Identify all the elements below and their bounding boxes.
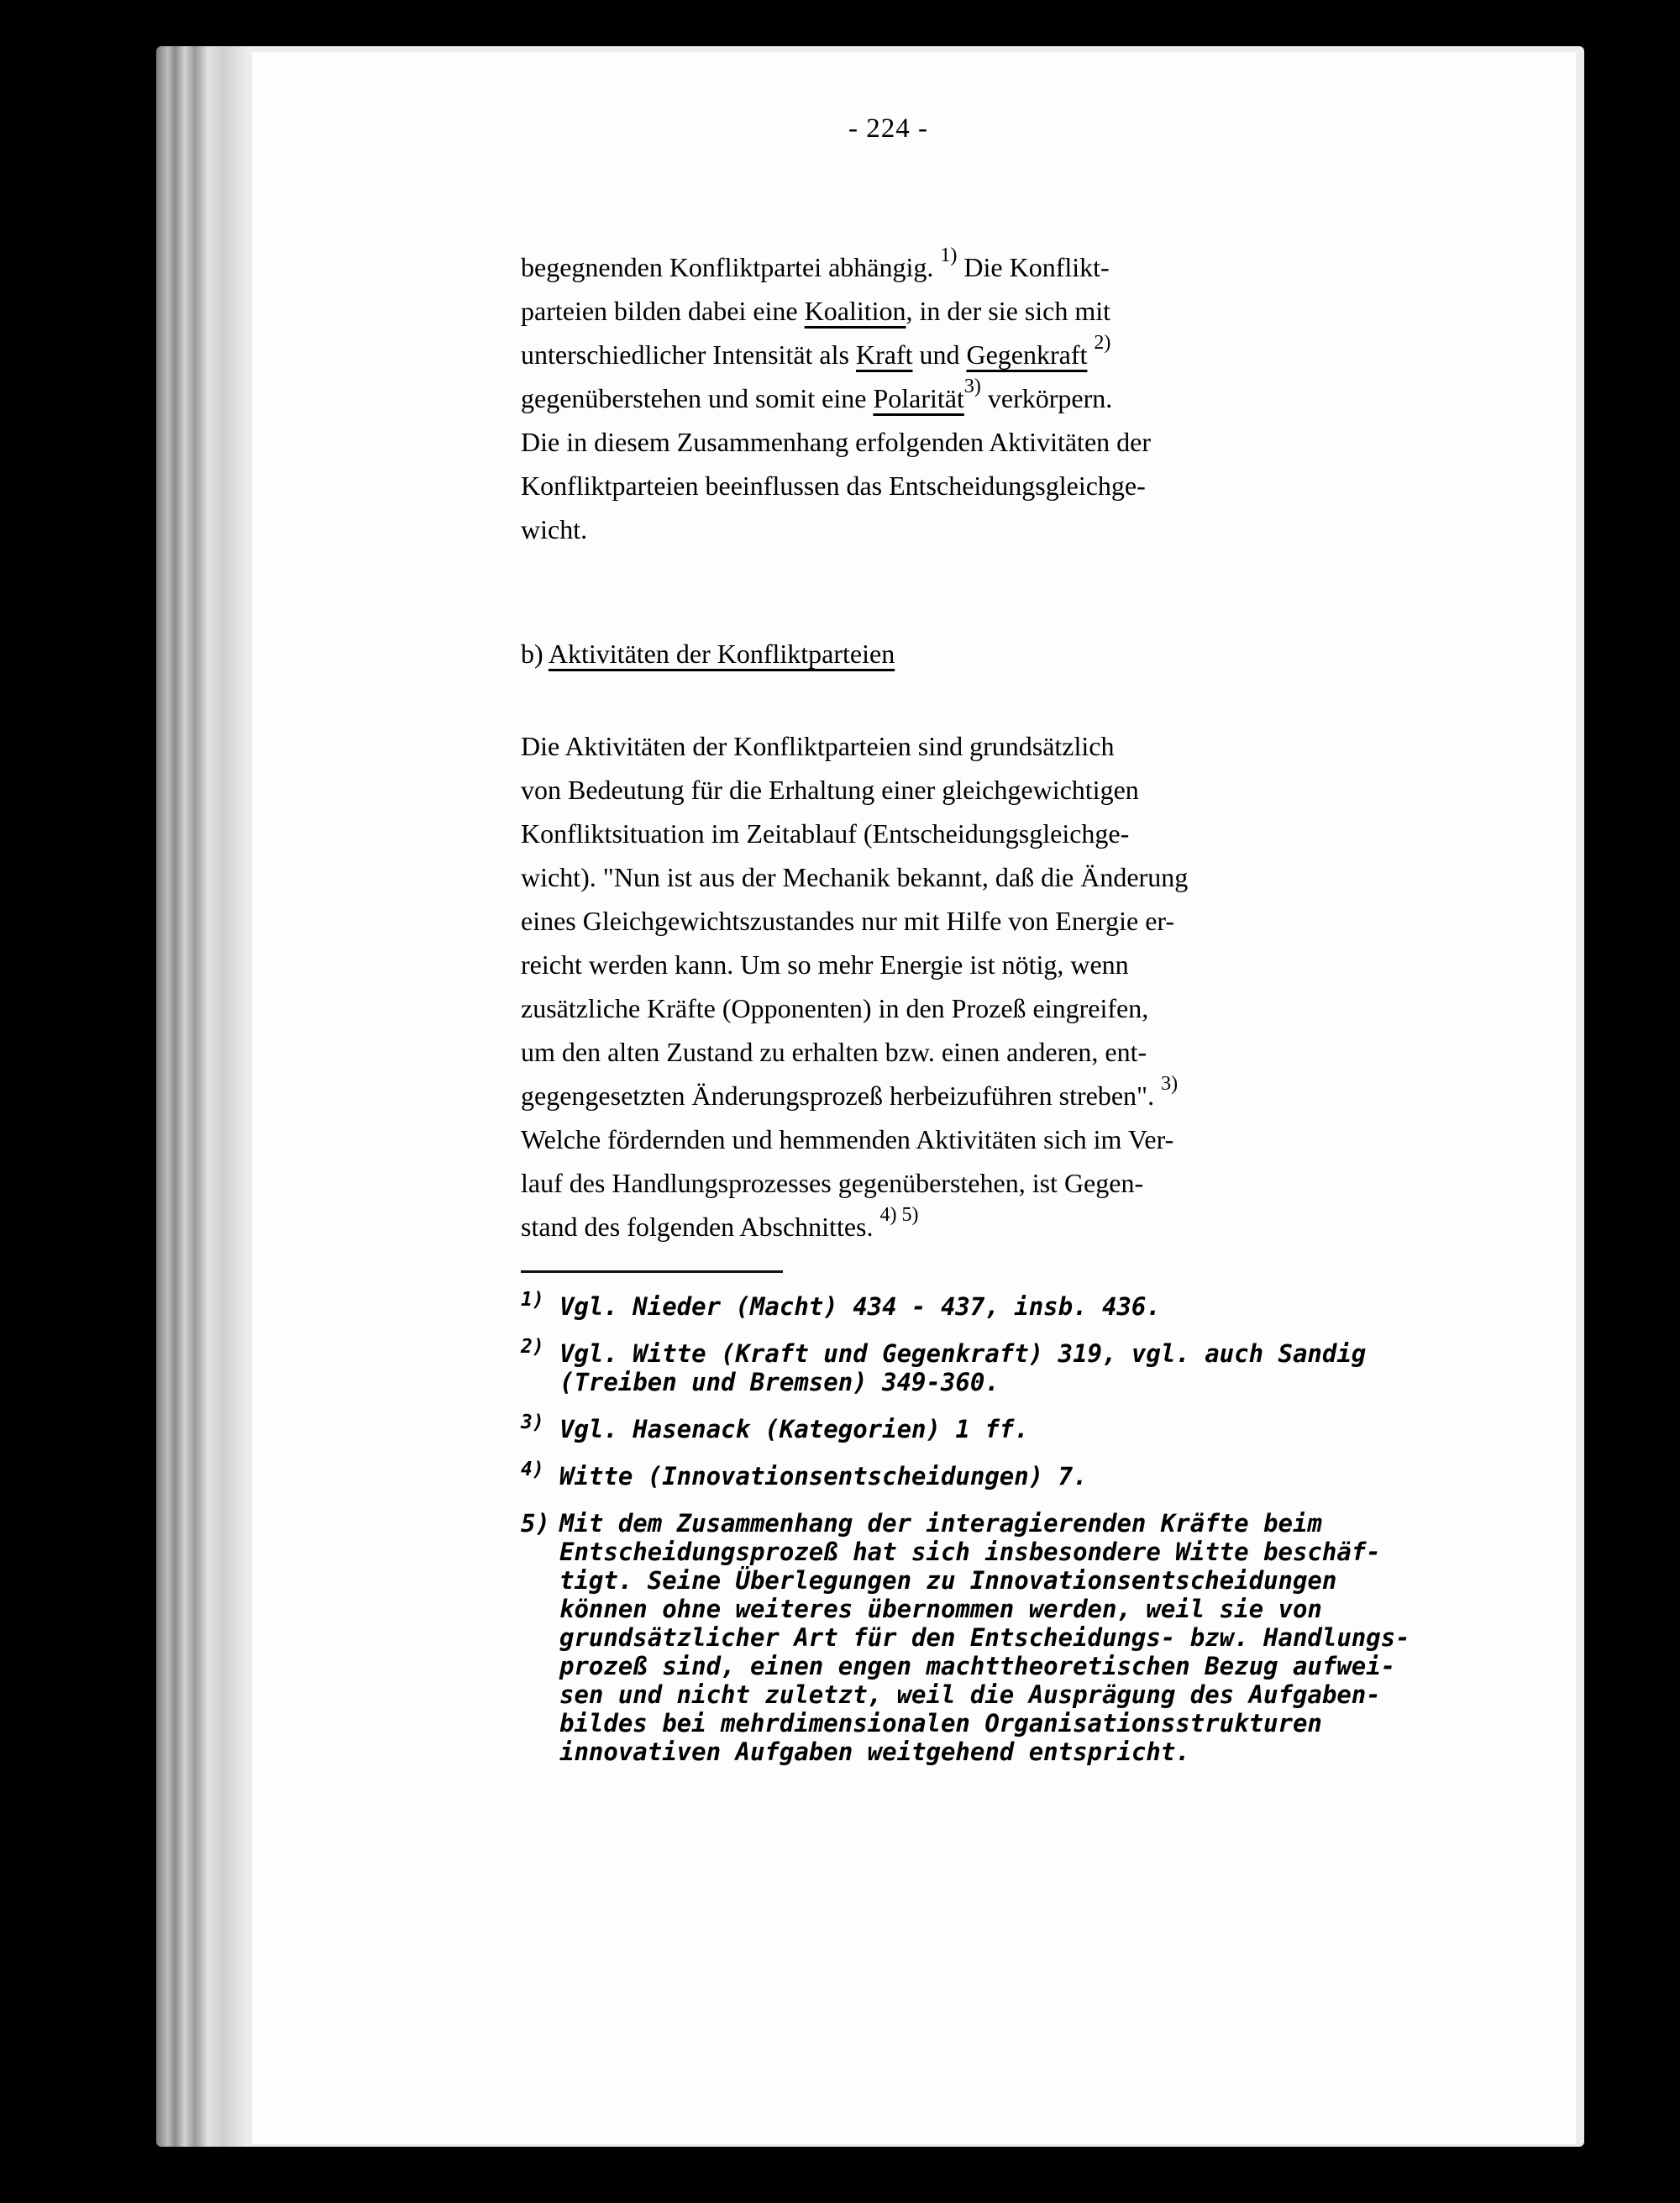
underlined-term-kraft: Kraft [855, 339, 913, 370]
text-line: wicht). "Nun ist aus der Mechanik bekannt, daß die Änderung [521, 862, 1189, 892]
text-line: Konfliktsituation im Zeitablauf (Entscheidungsgleichge- [521, 818, 1130, 849]
footnote-3: 3) Vgl. Hasenack (Kategorien) 1 ff. [521, 1415, 1579, 1443]
footnote-ref: 4) 5) [879, 1204, 919, 1226]
text-line: um den alten Zustand zu erhalten bzw. einen anderen, ent- [521, 1037, 1147, 1067]
footnote-ref: 3) [1161, 1073, 1179, 1095]
footnote-mark: 2) [521, 1336, 544, 1358]
paragraph-aktivitaeten [521, 724, 1554, 1249]
text-line: gegenüberstehen und somit eine Polarität$^{3)}$ verkörpern. [521, 376, 1113, 413]
text-line: reicht werden kann. Um so mehr Energie ist nötig, wenn [521, 949, 1129, 980]
underlined-term-gegenkraft: Gegenkraft [966, 339, 1088, 370]
text-line: Welche fördernden und hemmenden Aktivitäten sich im Ver- [521, 1124, 1174, 1154]
footnote-5: 5) Mit dem Zusammenhang der interagierenden Kräfte beim Entscheidungsprozeß hat sich insbesondere Witte beschäf- tigt. Seine Überlegungen zu Innovationsentscheidungen können ohne weiteres übernommen werden, weil sie von grundsätzlicher Art für den Entscheidungs- bzw. Handlungs- prozeß sind, einen engen machttheoretischen Bezug aufwei- sen und nicht zuletzt, weil die Ausprägung des Aufgaben- bildes bei mehrdimensionalen Organisationsstrukturen innovativen Aufgaben weitgehend entspricht. [521, 1509, 1410, 1766]
footnote-2: 2) Vgl. Witte (Kraft und Gegenkraft) 319, vgl. auch Sandig (Treiben und Bremsen) 349-360. [521, 1339, 1579, 1396]
footnote-4: 4) Witte (Innovationsentscheidungen) 7. [521, 1462, 1579, 1491]
footnote-mark: 1) [521, 1289, 544, 1311]
section-heading: b) Aktivitäten der Konfliktparteien [521, 639, 895, 669]
underlined-term-koalition: Koalition [804, 296, 906, 326]
section-heading-title: Aktivitäten der Konfliktparteien [548, 639, 895, 669]
footnote-ref: 3) [963, 376, 981, 397]
footnotes [521, 1289, 1579, 1785]
paragraph-koalition [521, 245, 1554, 551]
footnote-mark: 3) [521, 1412, 544, 1433]
text-line: wicht. [521, 514, 588, 544]
text-line: Die in diesem Zusammenhang erfolgenden Aktivitäten der [521, 427, 1151, 457]
footnote-ref: 2) [1094, 332, 1111, 354]
text-line: begegnenden Konfliktpartei abhängig. $^{1)}$ Die Konflikt- [521, 244, 1110, 282]
text-line: gegengesetzten Änderungsprozeß herbeizuführen streben". $^{3)}$ [521, 1073, 1179, 1111]
page-number: - 224 - [848, 113, 928, 144]
text-line: eines Gleichgewichtszustandes nur mit Hilfe von Energie er- [521, 906, 1175, 936]
footnote-ref: 1) [940, 244, 958, 266]
footnote-mark: 5) [521, 1509, 550, 1538]
text-line: lauf des Handlungsprozesses gegenüberstehen, ist Gegen- [521, 1168, 1144, 1198]
text-line: von Bedeutung für die Erhaltung einer gleichgewichtigen [521, 775, 1139, 805]
text-line: unterschiedlicher Intensität als Kraft und Gegenkraft $^{2)}$ [521, 332, 1111, 370]
text-line: zusätzliche Kräfte (Opponenten) in den Prozeß eingreifen, [521, 993, 1149, 1023]
underlined-term-polaritaet: Polarität [873, 383, 964, 413]
text-line: stand des folgenden Abschnittes. $^{4) 5)}$ [521, 1204, 919, 1242]
footnote-1: 1) Vgl. Nieder (Macht) 434 - 437, insb. 436. [521, 1292, 1579, 1321]
footnote-mark: 4) [521, 1459, 544, 1480]
text-line: Konfliktparteien beeinflussen das Entscheidungsgleichge- [521, 471, 1146, 501]
footnote-separator [521, 1270, 783, 1273]
text-line: parteien bilden dabei eine Koalition, in der sie sich mit [521, 296, 1111, 326]
text-line: Die Aktivitäten der Konfliktparteien sind grundsätzlich [521, 731, 1115, 761]
